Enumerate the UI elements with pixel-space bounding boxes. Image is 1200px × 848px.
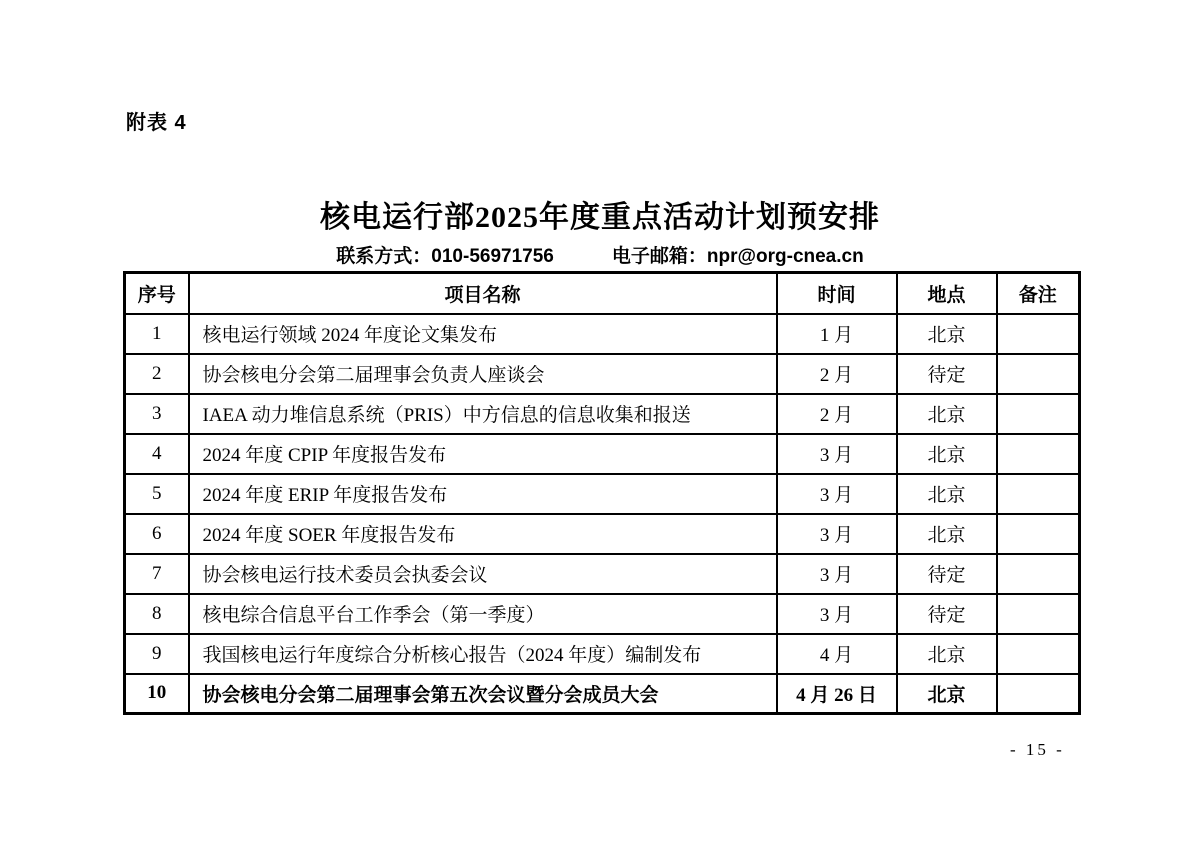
table-row: [125, 314, 1080, 354]
page-title: 核电运行部2025年度重点活动计划预安排: [320, 201, 880, 234]
cell-location: 北京: [897, 674, 997, 714]
cell-name: 核电运行领域 2024 年度论文集发布: [189, 314, 777, 354]
cell-time: 1 月: [777, 314, 897, 354]
contact-line: [0, 241, 1200, 268]
cell-no: 7: [125, 554, 189, 594]
cell-no: 6: [125, 514, 189, 554]
cell-remark: [997, 634, 1080, 674]
column-header-4: 备注: [997, 273, 1080, 314]
cell-no: 4: [125, 434, 189, 474]
table-row: [125, 594, 1080, 634]
table-row: [125, 474, 1080, 514]
cell-remark: [997, 514, 1080, 554]
cell-no: 9: [125, 634, 189, 674]
cell-name: 2024 年度 ERIP 年度报告发布: [189, 474, 777, 514]
page-number: - 15 -: [1010, 740, 1065, 759]
activities-table: [123, 271, 1081, 715]
cell-location: 待定: [897, 554, 997, 594]
cell-location: 北京: [897, 634, 997, 674]
cell-remark: [997, 314, 1080, 354]
cell-time: 4 月 26 日: [777, 674, 897, 714]
cell-remark: [997, 594, 1080, 634]
cell-name: IAEA 动力堆信息系统（PRIS）中方信息的信息收集和报送: [189, 394, 777, 434]
contact-phone: 联系方式：010-56971756: [336, 246, 554, 267]
cell-remark: [997, 434, 1080, 474]
cell-no: 5: [125, 474, 189, 514]
cell-time: 3 月: [777, 594, 897, 634]
cell-location: 北京: [897, 394, 997, 434]
cell-remark: [997, 394, 1080, 434]
cell-no: 10: [125, 674, 189, 714]
appendix-label: 附表 4: [126, 112, 187, 134]
cell-name: 协会核电分会第二届理事会负责人座谈会: [189, 354, 777, 394]
table-row: [125, 554, 1080, 594]
cell-location: 待定: [897, 354, 997, 394]
column-header-1: 项目名称: [189, 273, 777, 314]
cell-location: 北京: [897, 514, 997, 554]
table-row: [125, 514, 1080, 554]
cell-time: 2 月: [777, 354, 897, 394]
column-header-0: 序号: [125, 273, 189, 314]
cell-name: 2024 年度 CPIP 年度报告发布: [189, 434, 777, 474]
cell-time: 3 月: [777, 474, 897, 514]
cell-location: 北京: [897, 314, 997, 354]
column-header-3: 地点: [897, 273, 997, 314]
cell-time: 4 月: [777, 634, 897, 674]
cell-time: 3 月: [777, 554, 897, 594]
cell-no: 8: [125, 594, 189, 634]
cell-no: 3: [125, 394, 189, 434]
cell-remark: [997, 554, 1080, 594]
cell-remark: [997, 674, 1080, 714]
table-row: [125, 354, 1080, 394]
cell-remark: [997, 354, 1080, 394]
cell-name: 核电综合信息平台工作季会（第一季度）: [189, 594, 777, 634]
table-row: [125, 674, 1080, 714]
table-row: [125, 634, 1080, 674]
contact-email: 电子邮箱：npr@org-cnea.cn: [611, 246, 864, 267]
cell-time: 3 月: [777, 434, 897, 474]
cell-no: 2: [125, 354, 189, 394]
cell-remark: [997, 474, 1080, 514]
table-body: [125, 314, 1080, 714]
cell-location: 待定: [897, 594, 997, 634]
cell-location: 北京: [897, 434, 997, 474]
cell-name: 协会核电运行技术委员会执委会议: [189, 554, 777, 594]
cell-no: 1: [125, 314, 189, 354]
cell-time: 2 月: [777, 394, 897, 434]
cell-time: 3 月: [777, 514, 897, 554]
cell-name: 协会核电分会第二届理事会第五次会议暨分会成员大会: [189, 674, 777, 714]
cell-location: 北京: [897, 474, 997, 514]
table-header-row: [125, 273, 1080, 314]
table-row: [125, 394, 1080, 434]
table-row: [125, 434, 1080, 474]
cell-name: 我国核电运行年度综合分析核心报告（2024 年度）编制发布: [189, 634, 777, 674]
cell-name: 2024 年度 SOER 年度报告发布: [189, 514, 777, 554]
column-header-2: 时间: [777, 273, 897, 314]
